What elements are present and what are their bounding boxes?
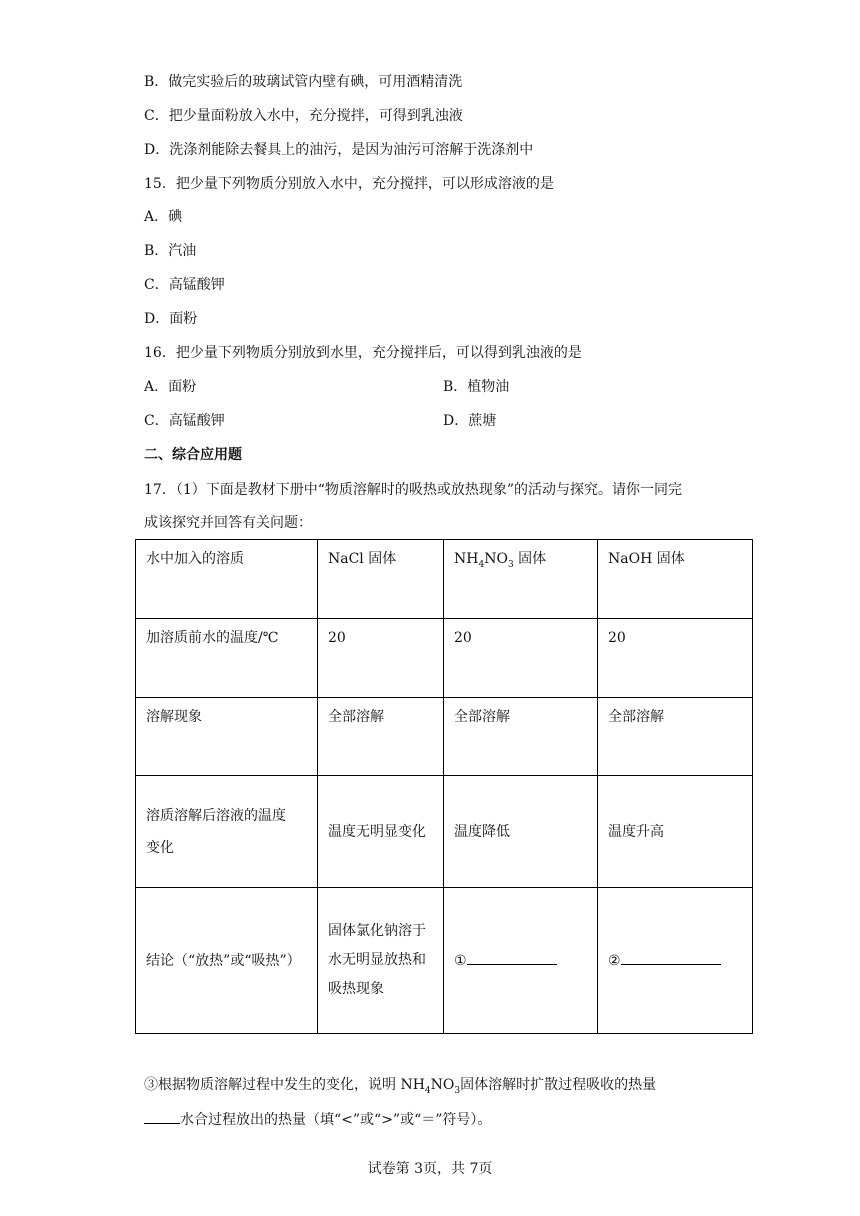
table-cell-label xyxy=(136,776,318,888)
table-row xyxy=(136,619,753,698)
table-cell: 全部溶解 xyxy=(318,698,444,776)
question-14-option-b: B．做完实验后的玻璃试管内壁有碘，可用酒精清洗 xyxy=(144,74,463,90)
table-cell: 20 xyxy=(318,619,444,698)
table-row xyxy=(136,698,753,776)
question-16-option-c: C．高锰酸钾 xyxy=(144,413,225,429)
question-17-stem-line1: 17．（1）下面是教材下册中“物质溶解时的吸热或放热现象”的活动与探究。请你一同完 xyxy=(144,482,683,498)
text-part: 固体溶解时扩散过程吸收的热量 xyxy=(460,1077,657,1093)
table-cell: 20 xyxy=(444,619,598,698)
question-17-part3-line2 xyxy=(144,1109,491,1130)
table-cell: 全部溶解 xyxy=(598,698,753,776)
formula-subscript: 3 xyxy=(454,1085,461,1096)
table-cell-label-line: 变化 xyxy=(146,839,174,856)
question-15-option-a: A．碘 xyxy=(144,209,183,225)
question-17-stem-line2: 成该探究并回答有关问题： xyxy=(144,515,312,531)
table-cell-line: 固体氯化钠溶于 xyxy=(328,923,426,939)
table-cell-line: 吸热现象 xyxy=(328,981,384,997)
table-cell xyxy=(598,888,753,1034)
table-cell: NaCl 固体 xyxy=(318,540,444,619)
table-row xyxy=(136,776,753,888)
table-cell-label-line: 溶质溶解后溶液的温度 xyxy=(146,807,286,824)
formula-subscript: 4 xyxy=(478,559,485,570)
table-cell-label: 溶解现象 xyxy=(136,698,318,776)
formula-part: NH xyxy=(454,551,479,567)
question-16-option-d: D．蔗塘 xyxy=(443,413,497,429)
table-cell xyxy=(318,888,444,1034)
formula-part: NO xyxy=(484,551,508,567)
answer-blank-3[interactable] xyxy=(144,1109,180,1124)
answer-blank-1[interactable] xyxy=(467,950,557,965)
question-15-stem: 15．把少量下列物质分别放入水中，充分搅拌，可以形成溶液的是 xyxy=(144,176,554,192)
question-15-option-b: B．汽油 xyxy=(144,243,197,259)
formula-part: 固体 xyxy=(513,551,547,567)
table-cell: 温度无明显变化 xyxy=(318,776,444,888)
text-part: NO xyxy=(430,1077,455,1093)
table-cell-line: 水无明显放热和 xyxy=(328,952,426,968)
answer-blank-2[interactable] xyxy=(621,950,721,965)
question-16-option-a: A．面粉 xyxy=(144,379,197,395)
table-cell xyxy=(444,540,598,619)
table-cell: 温度降低 xyxy=(444,776,598,888)
question-15-option-c: C．高锰酸钾 xyxy=(144,277,225,293)
table-cell: 20 xyxy=(598,619,753,698)
question-16-stem: 16．把少量下列物质分别放到水里，充分搅拌后，可以得到乳浊液的是 xyxy=(144,345,582,361)
question-17-part3-line1 xyxy=(144,1075,656,1101)
table-cell-label: 加溶质前水的温度/℃ xyxy=(136,619,318,698)
table-cell: 温度升高 xyxy=(598,776,753,888)
text-part: ③根据物质溶解过程中发生的变化，说明 NH xyxy=(144,1077,425,1093)
formula-subscript: 4 xyxy=(424,1085,431,1096)
formula-subscript: 3 xyxy=(507,559,514,570)
table-cell: 全部溶解 xyxy=(444,698,598,776)
answer-marker: ① xyxy=(454,952,467,969)
text-part: 水合过程放出的热量（填“<”或“>”或“＝”符号）。 xyxy=(180,1112,492,1128)
question-15-option-d: D．面粉 xyxy=(144,311,198,327)
table-cell xyxy=(444,888,598,1034)
table-cell-label: 结论（“放热”或“吸热”） xyxy=(136,888,318,1034)
table-cell: NaOH 固体 xyxy=(598,540,753,619)
question-16-option-b: B．植物油 xyxy=(443,379,510,395)
table-row xyxy=(136,540,753,619)
page-footer: 试卷第 3页，共 7页 xyxy=(367,1161,493,1177)
table-cell-label: 水中加入的溶质 xyxy=(136,540,318,619)
table-row xyxy=(136,888,753,1034)
section-heading: 二、综合应用题 xyxy=(144,447,242,463)
experiment-table xyxy=(135,539,753,1034)
answer-marker: ② xyxy=(608,952,621,969)
question-14-option-d: D．洗涤剂能除去餐具上的油污，是因为油污可溶解于洗涤剂中 xyxy=(144,142,534,158)
question-14-option-c: C．把少量面粉放入水中，充分搅拌，可得到乳浊液 xyxy=(144,108,463,124)
